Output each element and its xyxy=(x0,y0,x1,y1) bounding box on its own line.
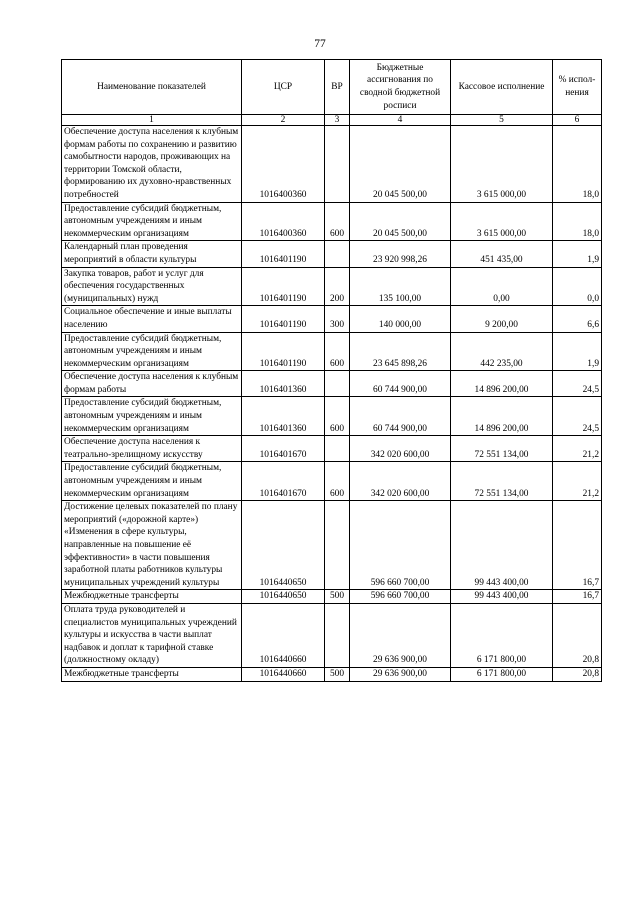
row-csr: 1016401360 xyxy=(242,397,325,436)
row-budget: 342 020 600,00 xyxy=(350,462,451,501)
row-vr xyxy=(325,371,350,397)
row-name: Социальное обеспечение и иные выплаты населению xyxy=(62,306,242,332)
table-row xyxy=(62,436,602,462)
row-vr xyxy=(325,436,350,462)
header-percent: % испол-нения xyxy=(553,60,602,115)
row-name: Межбюджетные трансферты xyxy=(62,667,242,681)
row-cash: 99 443 400,00 xyxy=(451,590,553,604)
row-cash: 72 551 134,00 xyxy=(451,436,553,462)
row-percent: 20,8 xyxy=(553,603,602,667)
row-csr: 1016440650 xyxy=(242,590,325,604)
column-number: 2 xyxy=(242,115,325,126)
row-percent: 24,5 xyxy=(553,371,602,397)
header-name: Наименование показателей xyxy=(62,60,242,115)
row-name: Закупка товаров, работ и услуг для обеспечения государственных (муниципальных) нужд xyxy=(62,267,242,306)
table-row xyxy=(62,603,602,667)
row-csr: 1016400360 xyxy=(242,126,325,203)
row-name: Предоставление субсидий бюджетным, автономным учреждениям и иным некоммерческим организациям xyxy=(62,202,242,241)
row-vr xyxy=(325,501,350,590)
table-row xyxy=(62,667,602,681)
row-percent: 20,8 xyxy=(553,667,602,681)
row-cash: 6 171 800,00 xyxy=(451,603,553,667)
row-budget: 60 744 900,00 xyxy=(350,371,451,397)
row-budget: 20 045 500,00 xyxy=(350,202,451,241)
header-vr: ВР xyxy=(325,60,350,115)
row-name: Оплата труда руководителей и специалистов муниципальных учреждений культуры и искусства в части выплат надбавок и доплат к тарифной ставке (должностному окладу) xyxy=(62,603,242,667)
row-csr: 1016440660 xyxy=(242,603,325,667)
table-row xyxy=(62,332,602,371)
row-budget: 135 100,00 xyxy=(350,267,451,306)
row-csr: 1016440650 xyxy=(242,501,325,590)
column-number: 1 xyxy=(62,115,242,126)
row-budget: 342 020 600,00 xyxy=(350,436,451,462)
row-percent: 1,9 xyxy=(553,241,602,267)
row-name: Календарный план проведения мероприятий в области культуры xyxy=(62,241,242,267)
column-number: 6 xyxy=(553,115,602,126)
row-budget: 23 920 998,26 xyxy=(350,241,451,267)
table-row xyxy=(62,397,602,436)
header-csr: ЦСР xyxy=(242,60,325,115)
row-vr: 600 xyxy=(325,397,350,436)
row-csr: 1016401190 xyxy=(242,267,325,306)
row-percent: 6,6 xyxy=(553,306,602,332)
row-csr: 1016401360 xyxy=(242,371,325,397)
row-percent: 0,0 xyxy=(553,267,602,306)
page-number: 77 xyxy=(314,38,326,50)
row-percent: 16,7 xyxy=(553,590,602,604)
table-row xyxy=(62,590,602,604)
row-cash: 451 435,00 xyxy=(451,241,553,267)
row-cash: 6 171 800,00 xyxy=(451,667,553,681)
row-cash: 442 235,00 xyxy=(451,332,553,371)
row-name: Межбюджетные трансферты xyxy=(62,590,242,604)
row-csr: 1016401190 xyxy=(242,306,325,332)
row-vr: 500 xyxy=(325,590,350,604)
row-name: Обеспечение доступа населения к клубным формам работы по сохранению и развитию самобытности народов, проживающих на территории Томской области, формированию их духовно-нравственных потребностей xyxy=(62,126,242,203)
row-cash: 3 615 000,00 xyxy=(451,126,553,203)
row-name: Достижение целевых показателей по плану мероприятий («дорожной карте») «Изменения в сфере культуры, направленные на повышение её эффективности» в части повышения заработной платы работников культуры муниципальных учреждений культуры xyxy=(62,501,242,590)
row-vr: 600 xyxy=(325,332,350,371)
row-vr: 600 xyxy=(325,202,350,241)
row-cash: 72 551 134,00 xyxy=(451,462,553,501)
table-row xyxy=(62,501,602,590)
row-name: Обеспечение доступа населения к театрально-зрелищному искусству xyxy=(62,436,242,462)
row-budget: 23 645 898,26 xyxy=(350,332,451,371)
row-vr xyxy=(325,241,350,267)
row-name: Предоставление субсидий бюджетным, автономным учреждениям и иным некоммерческим организациям xyxy=(62,462,242,501)
row-percent: 24,5 xyxy=(553,397,602,436)
row-cash: 0,00 xyxy=(451,267,553,306)
header-cash: Кассовое исполнение xyxy=(451,60,553,115)
budget-execution-table xyxy=(61,59,602,682)
header-row xyxy=(62,60,602,115)
row-percent: 18,0 xyxy=(553,202,602,241)
table-row xyxy=(62,462,602,501)
row-percent: 16,7 xyxy=(553,501,602,590)
column-number: 5 xyxy=(451,115,553,126)
row-csr: 1016440660 xyxy=(242,667,325,681)
column-number: 4 xyxy=(350,115,451,126)
row-percent: 21,2 xyxy=(553,462,602,501)
row-percent: 1,9 xyxy=(553,332,602,371)
row-percent: 21,2 xyxy=(553,436,602,462)
table-row xyxy=(62,306,602,332)
table-row xyxy=(62,267,602,306)
row-csr: 1016401190 xyxy=(242,332,325,371)
row-percent: 18,0 xyxy=(553,126,602,203)
row-budget: 596 660 700,00 xyxy=(350,501,451,590)
row-cash: 9 200,00 xyxy=(451,306,553,332)
row-budget: 29 636 900,00 xyxy=(350,667,451,681)
row-vr xyxy=(325,126,350,203)
row-cash: 14 896 200,00 xyxy=(451,371,553,397)
table-row xyxy=(62,371,602,397)
row-name: Предоставление субсидий бюджетным, автономным учреждениям и иным некоммерческим организациям xyxy=(62,397,242,436)
row-vr: 200 xyxy=(325,267,350,306)
row-cash: 14 896 200,00 xyxy=(451,397,553,436)
table-row xyxy=(62,126,602,203)
row-cash: 3 615 000,00 xyxy=(451,202,553,241)
row-vr: 300 xyxy=(325,306,350,332)
row-vr xyxy=(325,603,350,667)
row-csr: 1016400360 xyxy=(242,202,325,241)
column-number: 3 xyxy=(325,115,350,126)
row-budget: 60 744 900,00 xyxy=(350,397,451,436)
row-budget: 596 660 700,00 xyxy=(350,590,451,604)
row-budget: 140 000,00 xyxy=(350,306,451,332)
row-csr: 1016401670 xyxy=(242,436,325,462)
row-name: Предоставление субсидий бюджетным, автономным учреждениям и иным некоммерческим организациям xyxy=(62,332,242,371)
row-name: Обеспечение доступа населения к клубным формам работы xyxy=(62,371,242,397)
header-budget: Бюджетные ассигнования по сводной бюджетной росписи xyxy=(350,60,451,115)
row-cash: 99 443 400,00 xyxy=(451,501,553,590)
table-row xyxy=(62,202,602,241)
row-budget: 29 636 900,00 xyxy=(350,603,451,667)
column-number-row xyxy=(62,115,602,126)
row-vr: 600 xyxy=(325,462,350,501)
row-csr: 1016401670 xyxy=(242,462,325,501)
row-vr: 500 xyxy=(325,667,350,681)
row-csr: 1016401190 xyxy=(242,241,325,267)
row-budget: 20 045 500,00 xyxy=(350,126,451,203)
table-row xyxy=(62,241,602,267)
